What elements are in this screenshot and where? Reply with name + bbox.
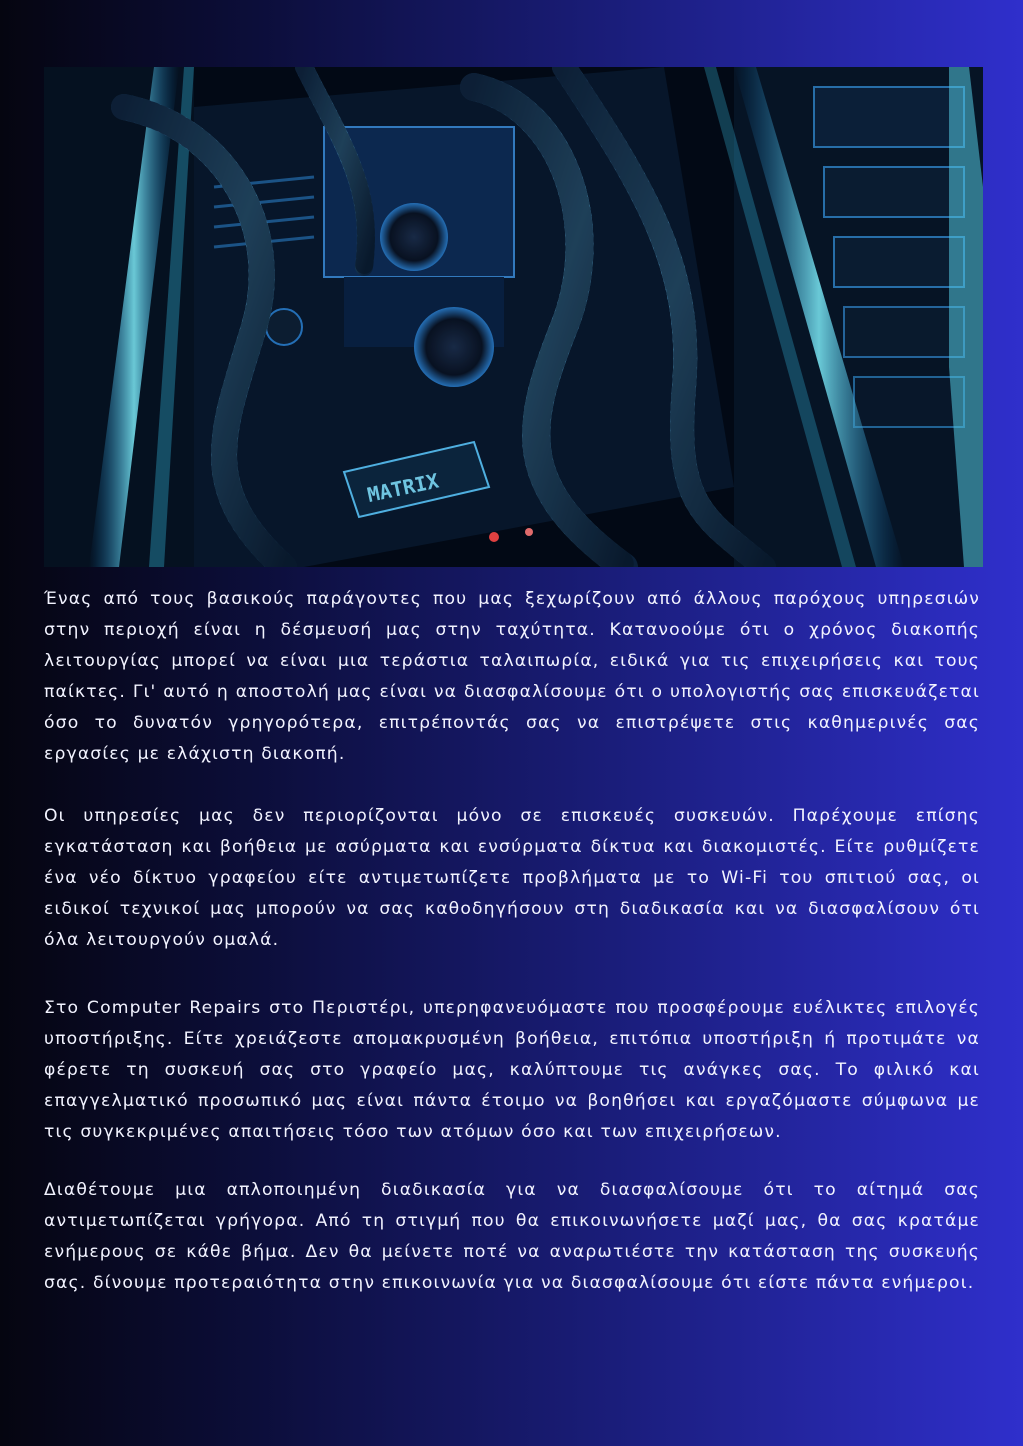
article-body xyxy=(44,584,980,1299)
hero-image xyxy=(44,67,983,567)
paragraph-network-services: Οι υπηρεσίες μας δεν περιορίζονται μόνο σε επισκευές συσκευών. Παρέχουμε επίσης εγκατάσταση και βοήθεια με ασύρματα και ενσύρματα δίκτυα και διακομιστές. Είτε ρυθμίζετε ένα νέο δίκτυο γραφείου είτε αντιμετωπίζετε προβλήματα με το Wi-Fi του σπιτιού σας, οι ειδικοί τεχνικοί μας μπορούν να σας καθοδηγήσουν στη διαδικασία και να διασφαλίσουν ότι όλα λειτουργούν ομαλά. xyxy=(44,806,980,950)
paragraph-speed-commitment: Ένας από τους βασικούς παράγοντες που μας ξεχωρίζουν από άλλους παρόχους υπηρεσιών στην περιοχή είναι η δέσμευσή μας στην ταχύτητα. Κατανοούμε ότι ο χρόνος διακοπής λειτουργίας μπορεί να είναι μια τεράστια ταλαιπωρία, ειδικά για τις επιχειρήσεις και τους παίκτες. Γι' αυτό η αποστολή μας είναι να διασφαλίσουμε ότι ο υπολογιστής σας επισκευάζεται όσο το δυνατόν γρηγορότερα, επιτρέποντάς σας να επιστρέψετε στις καθημερινές σας εργασίες με ελάχιστη διακοπή. xyxy=(44,589,980,764)
paragraph-flexible-support: Στο Computer Repairs στο Περιστέρι, υπερηφανευόμαστε που προσφέρουμε ευέλικτες επιλογές υποστήριξης. Είτε χρειάζεστε απομακρυσμένη βοήθεια, επιτόπια υποστήριξη ή προτιμάτε να φέρετε τη συσκευή σας στο γραφείο μας, καλύπτουμε τις ανάγκες σας. Το φιλικό και επαγγελματικό προσωπικό μας είναι πάντα έτοιμο να βοηθήσει και εργαζόμαστε σύμφωνα με τις συγκεκριμένες απαιτήσεις τόσο των ατόμων όσο και των επιχειρήσεων. xyxy=(44,998,980,1142)
pc-interior-illustration xyxy=(44,67,983,567)
paragraph-streamlined-process: Διαθέτουμε μια απλοποιημένη διαδικασία για να διασφαλίσουμε ότι το αίτημά σας αντιμετωπίζεται γρήγορα. Από τη στιγμή που θα επικοινωνήσετε μαζί μας, θα σας κρατάμε ενήμερους σε κάθε βήμα. Δεν θα μείνετε ποτέ να αναρωτιέστε την κατάσταση της συσκευής σας. δίνουμε προτεραιότητα στην επικοινωνία για να διασφαλίσουμε ότι είστε πάντα ενήμεροι. xyxy=(44,1180,980,1293)
gpu-label: MATRIX xyxy=(365,468,441,508)
